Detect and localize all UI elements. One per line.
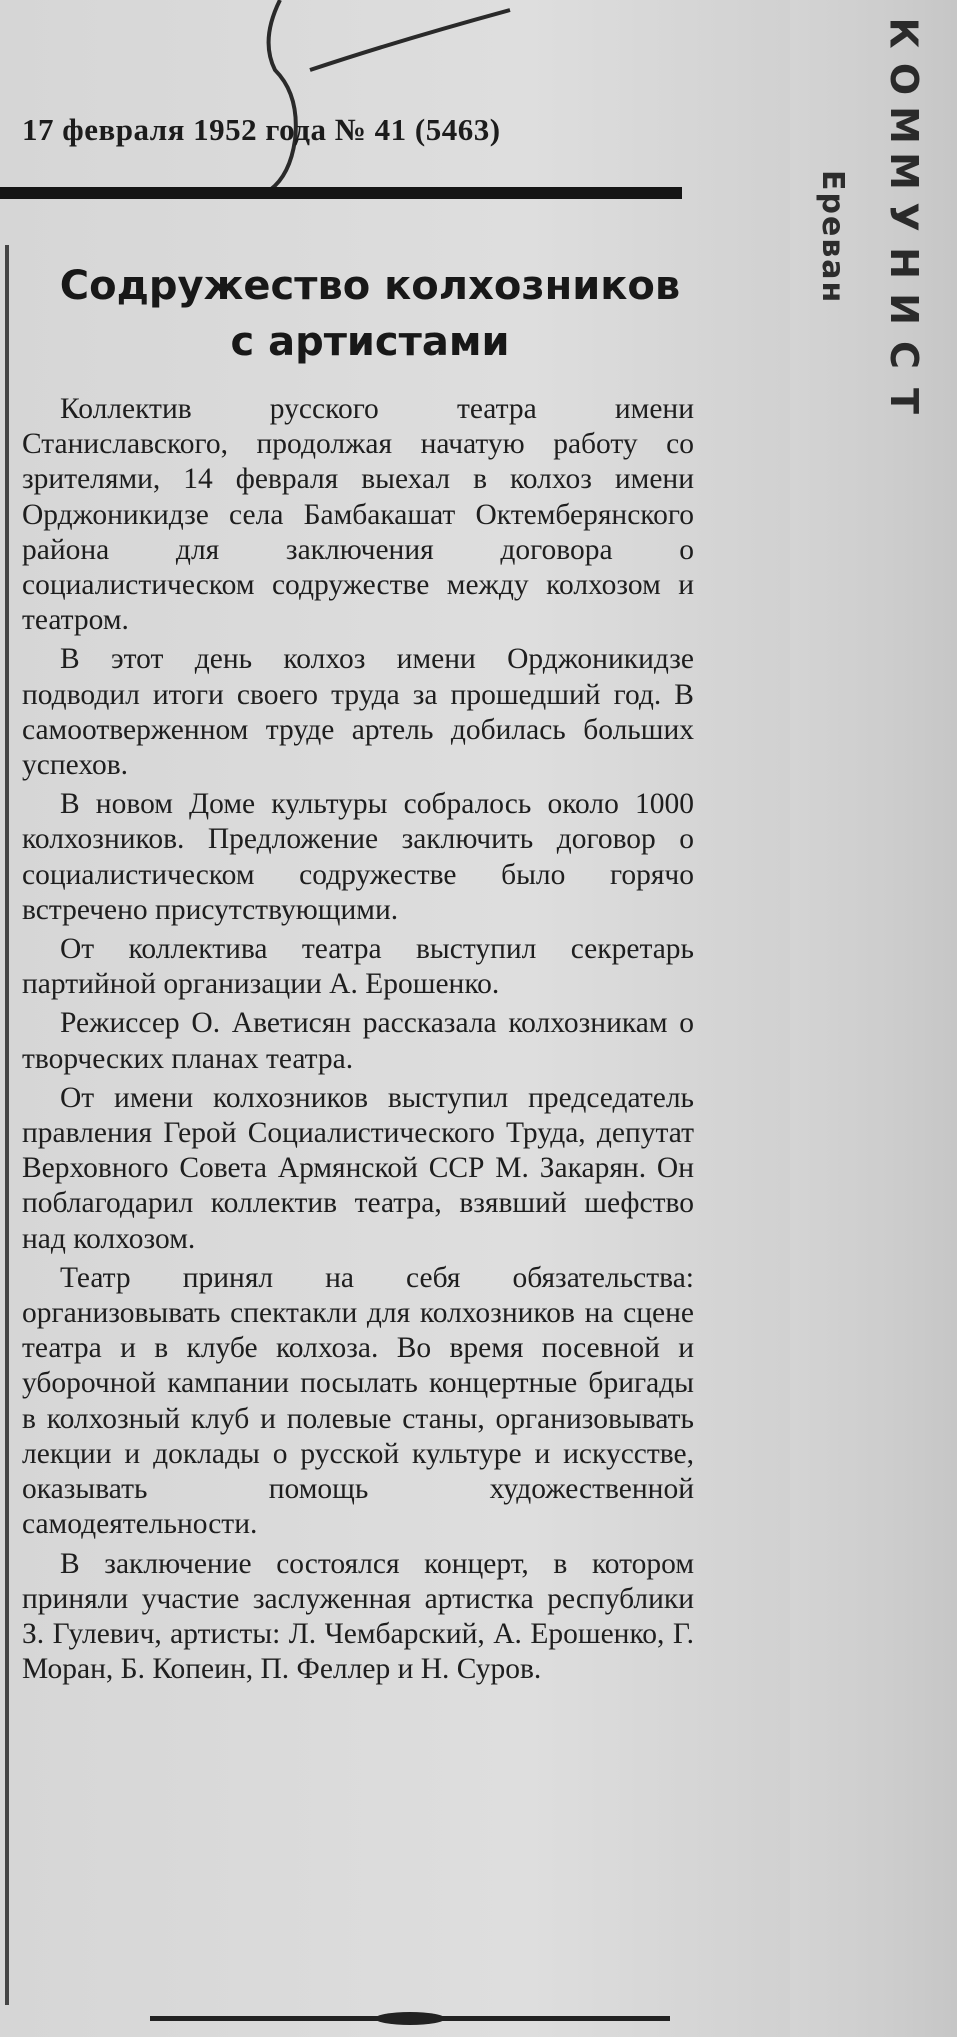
article-paragraph: В новом Доме культуры собралось около 1000 колхозников. Предложение заключить договор о социалистическом содружестве было горячо встречено присутствующими. — [22, 788, 694, 926]
article-paragraph: От коллектива театра выступил секретарь партийной организации А. Ерошенко. — [22, 933, 694, 1001]
masthead-letter: М — [881, 152, 926, 190]
masthead-letter: О — [882, 62, 926, 96]
masthead-letter: М — [881, 106, 926, 144]
masthead-letter: К — [882, 17, 926, 49]
masthead-letter: Н — [882, 247, 926, 279]
end-ornament-rule — [150, 2016, 670, 2021]
article-headline — [30, 258, 710, 370]
article-paragraph: Режиссер О. Аветисян рассказала колхозникам о творческих планах театра. — [22, 1007, 694, 1075]
headline-line-2: с артистами — [230, 319, 510, 365]
article-paragraph: Театр принял на себя обязательства: организовывать спектакли для колхозников на сцене театра и в клубе колхоза. Во время посевной и уборочной кампании посылать концертные бригады в колхозный клуб и полевые станы, организовывать лекции и доклады о русской культуре и искусстве, оказывать помощь художественной самодеятельности. — [22, 1261, 694, 1541]
article-paragraph: В этот день колхоз имени Орджоникидзе подводил итоги своего труда за прошедший год. В самоотверженном труде артель добилась больших успехов. — [22, 643, 694, 782]
header-rule — [0, 187, 682, 199]
masthead-city: Ереван — [815, 170, 850, 305]
headline-line-1: Содружество колхозников — [59, 263, 681, 309]
article-paragraph: От имени колхозников выступил председатель правления Герой Социалистического Труда, депутат Верховного Совета Армянской ССР М. Закарян. Он поблагодарил коллектив театра, взявший шефство над колхозом. — [22, 1081, 694, 1255]
column-rule — [5, 245, 9, 2005]
article-body — [22, 392, 694, 1691]
masthead-letter: С — [881, 341, 926, 369]
newspaper-masthead — [872, 10, 932, 424]
article-paragraph: В заключение состоялся концерт, в котором приняли участие заслуженная артистка республики З. Гулевич, артисты: Л. Чембарский, А. Ерошенко, Г. Моран, Б. Копеин, П. Феллер и Н. Суров. — [22, 1547, 694, 1686]
issue-dateline: 17 февраля 1952 года № 41 (5463) — [22, 112, 501, 147]
masthead-letter: Т — [881, 388, 926, 414]
handwritten-mark — [240, 0, 540, 200]
masthead-letter: И — [882, 293, 926, 325]
article-paragraph: Коллектив русского театра имени Станиславского, продолжая начатую работу со зрителями, 14 февраля выехал в колхоз имени Орджоникидзе села Бамбакашат Октемберянского района для заключения договора о социалистическом содружестве между колхозом и театром. — [22, 393, 694, 637]
masthead-letter: У — [882, 202, 926, 232]
